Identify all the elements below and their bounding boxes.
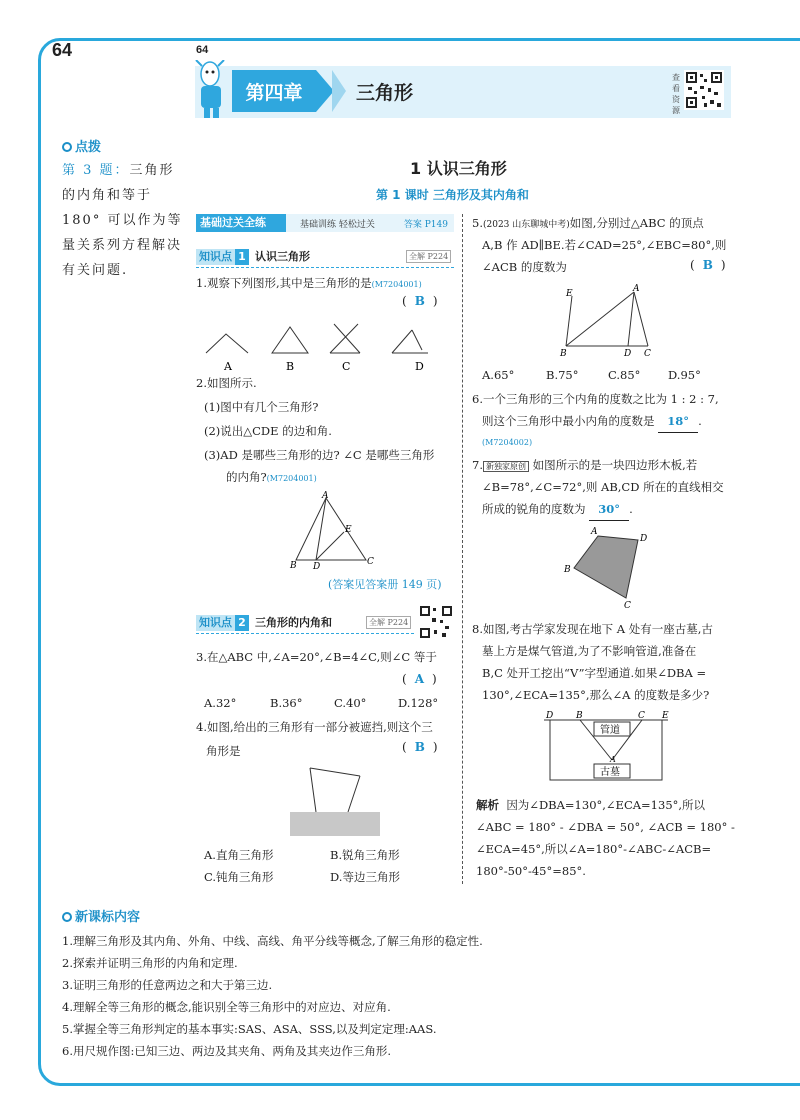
hint-heading: 点拨 [62,136,101,155]
q5-option-b: B.75° [546,368,579,382]
q8-text: 8.如图,考古学家发现在地下 A 处有一座古墓,古 [472,622,713,636]
practice-bar [196,214,454,232]
q5-option-d: D.95° [668,368,701,382]
svg-text:C: C [644,349,651,359]
q5-figure [558,282,668,360]
q1-figure [196,320,456,376]
q3-option-a: A.32° [204,696,237,710]
solution-line-2: ∠ABC = 180° - ∠DBA = 50°, ∠ACB = 180° - [476,820,735,834]
chevron-shape-2 [332,70,346,112]
svg-text:A: A [610,755,616,764]
svg-text:D: D [624,349,632,359]
standards-heading: 新课标内容 [62,906,140,925]
svg-text:E: E [662,711,669,721]
solution-line-3: ∠ECA=45°,所以∠A=180°-∠ABC-∠ACB= [476,842,712,856]
qr-code-icon-2[interactable] [418,604,454,640]
solution-line-4: 180°-50°-45°=85°. [476,864,586,878]
svg-text:E: E [345,525,352,535]
q4-text2: 角形是 [206,744,241,758]
q3-answer: ( A ) [402,672,437,686]
q4-option-c: C.钝角三角形 [204,870,274,884]
q4-option-b: B.锐角三角形 [330,848,400,862]
q4-option-a: A.直角三角形 [204,848,274,862]
svg-text:C: C [624,601,631,608]
q1-text: 1.观察下列图形,其中是三角形的是(M7204001) [196,276,422,290]
standards-list [62,930,483,1062]
svg-text:D: D [313,562,321,570]
q2-figure [286,490,376,570]
solution-line-1: 解析 因为∠DBA=130°,∠ECA=135°,所以 [476,798,706,812]
q3-option-b: B.36° [270,696,303,710]
q5-option-c: C.85° [608,368,641,382]
kp2-underline [196,633,414,634]
q8-text4: 130°,∠ECA=135°,那么∠A 的度数是多少? [482,688,710,702]
knowledge-point-2: 知识点 2 三角形的内角和 全解 P224 [196,614,416,630]
q3-text: 3.在△ABC 中,∠A=20°,∠B=4∠C,则∠C 等于 [196,650,437,664]
q2-sub3: (3)AD 是哪些三角形的边? ∠C 是哪些三角形 [204,448,435,462]
q5-answer: ( B ) [690,258,726,272]
q2-sub2: (2)说出△CDE 的边和角. [204,424,332,438]
svg-text:A: A [591,527,598,537]
q8-text3: B,C 处开工挖出“V”字型通道.如果∠DBA = [482,666,707,680]
lesson-title: 第 1 课时 三角形及其内角和 [376,188,529,202]
hint-text: 第 3 题：三角形的内角和等于 180° 可以作为等量关系列方程解决有关问题. [62,163,183,278]
q4-figure [286,762,382,840]
chapter-label: 第四章 [232,70,316,112]
svg-text:C: C [367,557,374,567]
svg-text:古墓: 古墓 [600,767,620,778]
q4-text: 4.如图,给出的三角形有一部分被遮挡,则这个三 [196,720,433,734]
svg-text:管道: 管道 [600,725,620,736]
standard-item: 4.理解全等三角形的概念,能识别全等三角形中的对应边、对应角. [62,1000,391,1014]
svg-text:B: B [576,711,583,721]
standard-item: 3.证明三角形的任意两边之和大于第三边. [62,978,273,992]
svg-text:C: C [638,711,645,721]
knowledge-point-1: 知识点 1 认识三角形 全解 P224 [196,248,454,264]
q5-option-a: A.65° [482,368,515,382]
practice-tag: 基础过关全练 [196,214,286,232]
qr-code-icon[interactable] [684,70,724,110]
q1-answer: ( B ) [402,294,438,308]
standard-item: 5.掌握全等三角形判定的基本事实:SAS、ASA、SSS,以及判定定理:AAS. [62,1022,437,1036]
q5-text-b: A,B 作 AD∥BE.若∠CAD=25°,∠EBC=80°,则 [482,238,727,252]
page-number: 64 [52,40,73,60]
section-title: 1 认识三角形 [410,159,507,178]
q7-text3: 所成的锐角的度数为 30° . [482,498,633,521]
svg-text:D: D [546,711,554,721]
qr-label: 查看资源 [672,73,680,115]
practice-subtitle: 基础训练 轻松过关 [300,220,375,230]
svg-text:D: D [640,534,648,544]
q7-figure [558,524,658,608]
svg-text:A: A [322,491,329,501]
q5-text-c: ∠ACB 的度数为 [482,260,567,274]
q6-code: (M7204002) [482,438,533,447]
q3-option-d: D.128° [398,696,439,710]
q7-text2: ∠B=78°,∠C=72°,则 AB,CD 所在的直线相交 [482,480,724,494]
standard-item: 6.用尺规作图:已知三边、两边及其夹角、两角及其夹边作三角形. [62,1044,391,1058]
q1-option-a: A [224,360,232,373]
svg-text:A: A [633,284,640,294]
q2-sub1: (1)图中有几个三角形? [204,400,319,414]
q1-option-d: D [415,360,424,373]
kp1-underline [196,267,454,268]
q4-option-d: D.等边三角形 [330,870,400,884]
q5-text: 5.(2023 山东聊城中考)如图,分别过△ABC 的顶点 [472,216,704,230]
svg-text:B: B [290,561,297,570]
standard-item: 1.理解三角形及其内角、外角、中线、高线、角平分线等概念,了解三角形的稳定性. [62,934,483,948]
q3-option-c: C.40° [334,696,367,710]
q1-option-c: C [342,360,351,373]
standard-item: 2.探索并证明三角形的内角和定理. [62,956,238,970]
svg-text:E: E [566,289,573,299]
answer-ref: 答案 P149 [403,220,448,230]
q8-figure [540,708,670,784]
q6-text: 6.一个三角形的三个内角的度数之比为 1 : 2 : 7, [472,392,719,406]
chapter-title: 三角形 [356,82,414,104]
svg-text:B: B [564,565,571,575]
page-number-small: 64 [196,44,209,56]
svg-text:B: B [560,349,567,359]
q2-text: 2.如图所示. [196,376,257,390]
q6-text2: 则这个三角形中最小内角的度数是 18° . [482,410,702,433]
q2-note: (答案见答案册 149 页) [328,578,442,591]
q8-text2: 墓上方是煤气管道,为了不影响管道,准备在 [482,644,697,658]
q7-text: 7. 新独家原创 如图所示的是一块四边形木板,若 [472,458,698,472]
q4-answer: ( B ) [402,740,438,754]
q1-option-b: B [286,360,295,373]
q2-sub3b: 的内角?(M7204001) [226,470,317,484]
column-divider [462,214,463,884]
